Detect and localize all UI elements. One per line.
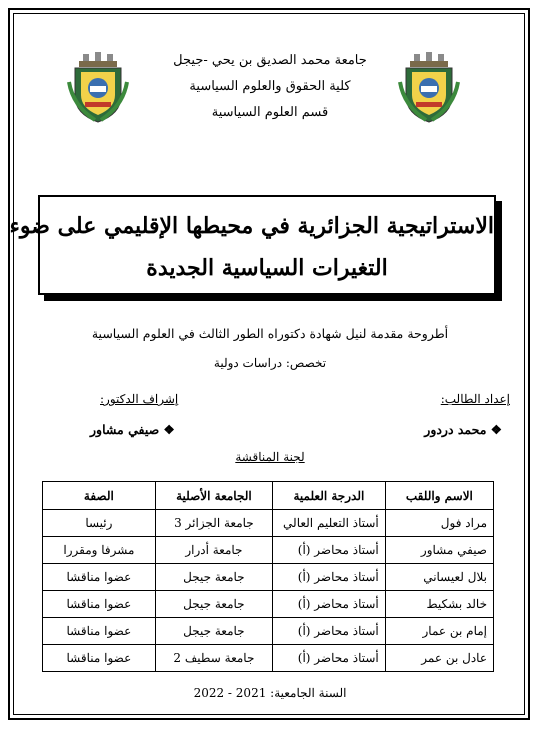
header-university: الجامعة الأصلية xyxy=(155,482,272,510)
jury-university: جامعة جيجل xyxy=(155,564,272,591)
table-row xyxy=(43,618,494,645)
jury-university: جامعة جيجل xyxy=(155,618,272,645)
faculty-name: كلية الحقوق والعلوم السياسية xyxy=(189,79,351,94)
jury-university: جامعة أدرار xyxy=(155,537,272,564)
table-row xyxy=(43,591,494,618)
supervisor-name: ❖ صيفي مشاور xyxy=(90,422,175,437)
jury-role: عضوا مناقشا xyxy=(43,591,156,618)
jury-role: عضوا مناقشا xyxy=(43,618,156,645)
jury-name: خالد بشكيط xyxy=(385,591,493,618)
jury-university: جامعة جيجل xyxy=(155,591,272,618)
department-name: قسم العلوم السياسية xyxy=(211,105,329,120)
jury-table-header xyxy=(43,482,494,510)
jury-university: جامعة سطيف 2 xyxy=(155,645,272,672)
jury-name: صيفي مشاور xyxy=(385,537,493,564)
table-row xyxy=(43,537,494,564)
jury-role: عضوا مناقشا xyxy=(43,564,156,591)
student-name: ❖ محمد دردور xyxy=(424,422,502,437)
thesis-title-box xyxy=(9,195,496,295)
jury-role: عضوا مناقشا xyxy=(43,645,156,672)
thesis-statement: أطروحة مقدمة لنيل شهادة دكتوراه الطور الثالث في العلوم السياسية xyxy=(91,326,449,341)
jury-name: مراد فول xyxy=(385,510,493,537)
university-crest-icon xyxy=(67,52,129,124)
jury-name: إمام بن عمار xyxy=(385,618,493,645)
jury-label: لجنة المناقشة xyxy=(235,450,305,464)
jury-role: رئيسا xyxy=(43,510,156,537)
specialization: تخصص: دراسات دولية xyxy=(213,356,327,370)
jury-table xyxy=(42,481,494,672)
jury-rank: أستاذ محاضر (أ) xyxy=(273,645,386,672)
jury-role: مشرفا ومقررا xyxy=(43,537,156,564)
jury-rank: أستاذ التعليم العالي xyxy=(273,510,386,537)
thesis-title-line-1: الاستراتيجية الجزائرية في محيطها الإقليمي على ضوء xyxy=(9,213,494,239)
supervisor-label: إشراف الدكتور: xyxy=(100,392,179,406)
jury-name: بلال لعيساني xyxy=(385,564,493,591)
jury-rank: أستاذ محاضر (أ) xyxy=(273,564,386,591)
thesis-title-line-2: التغيرات السياسية الجديدة xyxy=(146,255,388,281)
institution-header xyxy=(150,48,390,126)
jury-rank: أستاذ محاضر (أ) xyxy=(273,618,386,645)
prepared-by-label: إعداد الطالب: xyxy=(440,392,510,406)
header-name: الاسم واللقب xyxy=(385,482,493,510)
jury-university: جامعة الجزائر 3 xyxy=(155,510,272,537)
table-row xyxy=(43,510,494,537)
jury-rank: أستاذ محاضر (أ) xyxy=(273,537,386,564)
academic-year: السنة الجامعية: 2021 - 2022 xyxy=(193,686,347,700)
jury-name: عادل بن عمر xyxy=(385,645,493,672)
jury-rank: أستاذ محاضر (أ) xyxy=(273,591,386,618)
table-row xyxy=(43,645,494,672)
university-crest-icon xyxy=(398,52,460,124)
header-rank: الدرجة العلمية xyxy=(273,482,386,510)
university-name: جامعة محمد الصديق بن يحي -جيجل xyxy=(173,53,367,68)
table-row xyxy=(43,564,494,591)
header-role: الصفة xyxy=(43,482,156,510)
